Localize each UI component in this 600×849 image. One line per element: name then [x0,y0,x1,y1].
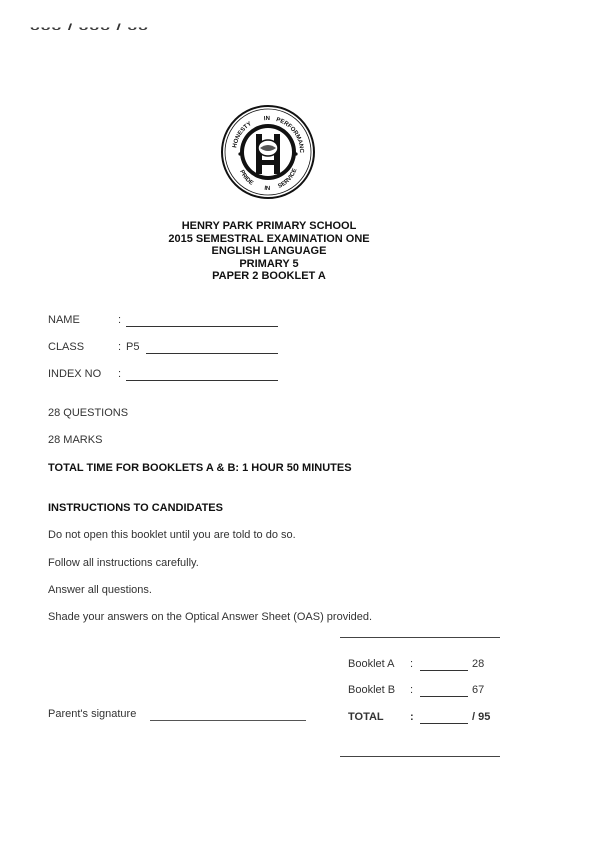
crest-in-text: IN [263,115,271,123]
exam-name: 2015 SEMESTRAL EXAMINATION ONE [168,232,370,245]
questions-count: 28 QUESTIONS [48,407,129,419]
class-label: CLASS [48,341,85,353]
score-colon: : [410,658,414,670]
parent-signature-line[interactable] [150,720,306,721]
instruction-item: Follow all instructions carefully. [48,557,199,569]
paper-code-header: ᴗᴗᴗ / ᴗᴗᴗ / ᴗᴗ [30,22,149,33]
crest-in-bottom-text: IN [264,185,271,193]
svg-text:IN [264,116,270,122]
name-colon: : [118,314,122,326]
school-name: HENRY PARK PRIMARY SCHOOL [181,220,357,232]
score-label: TOTAL [348,711,384,723]
class-field[interactable] [48,341,288,357]
score-value: 28 [472,658,485,670]
total-time: TOTAL TIME FOR BOOKLETS A & B: 1 HOUR 50 MINUTES [48,462,352,474]
class-value: P5 [126,341,140,353]
crest-pride-text: PRIDE [238,169,254,187]
score-line[interactable] [420,670,468,671]
class-colon: : [118,341,122,353]
instructions-heading: INSTRUCTIONS TO CANDIDATES [48,502,223,514]
name-field[interactable] [48,314,288,330]
instruction-item: Answer all questions. [48,584,152,596]
svg-text:IN [264,186,270,192]
instruction-item: Shade your answers on the Optical Answer Sheet (OAS) provided. [48,611,373,623]
score-row-booklet-a [348,658,498,674]
level-name: PRIMARY 5 [239,257,299,270]
score-colon: : [410,684,414,696]
score-value: / 95 [472,711,491,723]
marks-count: 28 MARKS [48,434,103,446]
instruction-item: Do not open this booklet until you are told to do so. [48,529,296,541]
index-field[interactable] [48,368,288,384]
crest-service-text: SERVICE [277,167,299,190]
index-label: INDEX NO [48,368,102,380]
parent-signature-label: Parent's signature [48,708,137,720]
score-label: Booklet B [348,684,396,696]
score-label: Booklet A [348,658,395,670]
crest-svg [220,104,316,200]
score-colon: : [410,711,414,723]
class-line[interactable] [146,353,278,354]
index-line[interactable] [126,380,278,381]
subject-name: ENGLISH LANGUAGE [211,245,327,257]
score-row-total [348,711,498,727]
school-crest-logo [220,104,316,200]
name-line[interactable] [126,326,278,327]
crest-performance-text: PERFORMANC [275,117,305,154]
score-box [340,637,500,757]
exam-title-block [0,220,538,283]
score-row-booklet-b [348,684,498,700]
paper-name: PAPER 2 BOOKLET A [212,270,326,282]
score-line[interactable] [420,696,468,697]
score-line[interactable] [420,723,468,724]
score-value: 67 [472,684,485,696]
crest-honesty-text: HONESTY [232,121,253,149]
name-label: NAME [48,314,80,326]
index-colon: : [118,368,122,380]
